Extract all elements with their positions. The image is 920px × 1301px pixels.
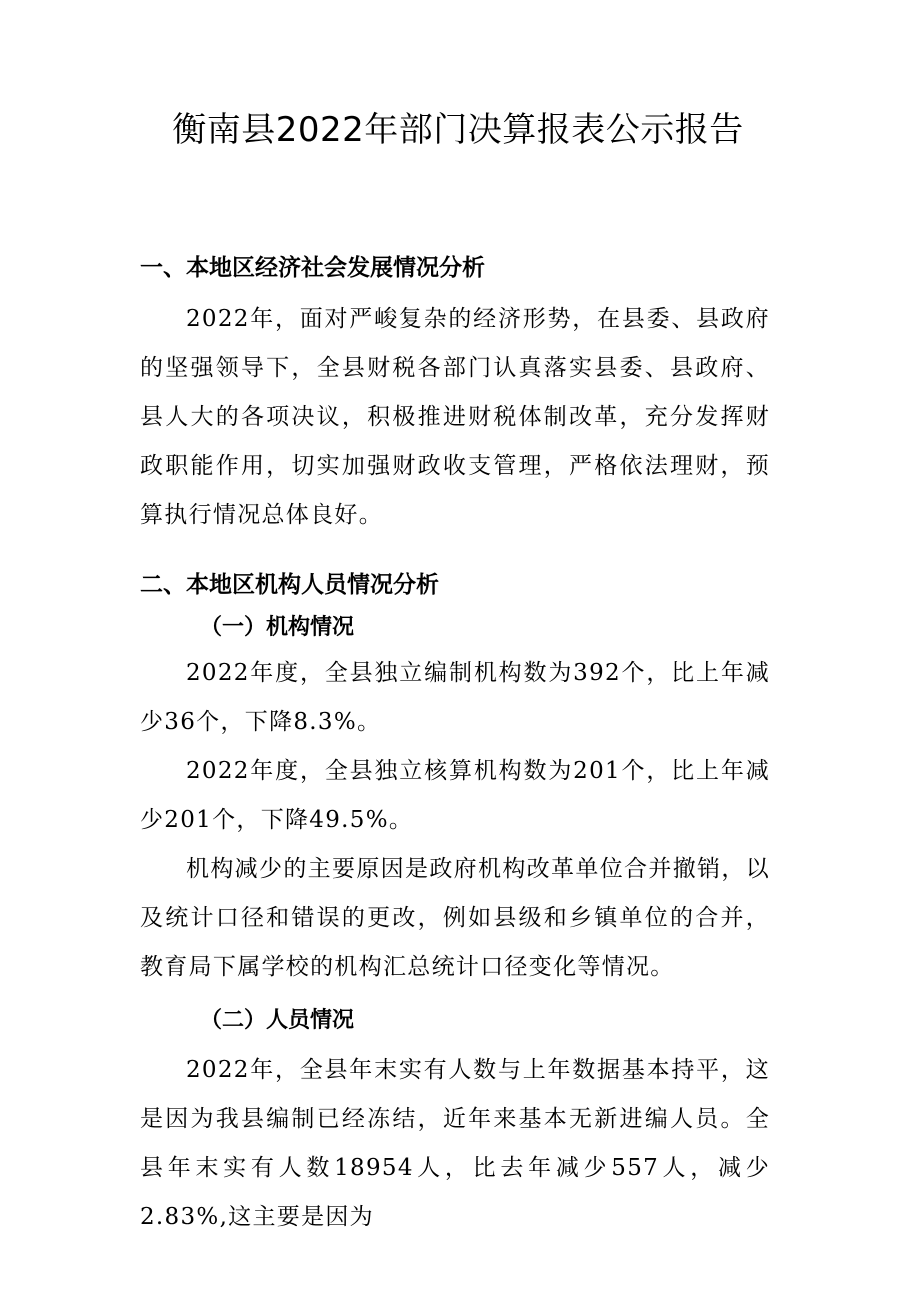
subsection-1-heading: （一）机构情况 bbox=[200, 615, 355, 640]
document-title: 衡南县2022年部门决算报表公示报告 bbox=[172, 110, 744, 150]
section-1-paragraph: 2022年，面对严峻复杂的经济形势，在县委、县政府的坚强领导下，全县财税各部门认真落实县委、县政府、县人大的各项决议，积极推进财税体制改革，充分发挥财政职能作用，切实加强财政收支管理，严格依法理财，预算执行情况总体良好。 bbox=[140, 306, 770, 528]
subsection-1-paragraph-1: 2022年度，全县独立编制机构数为392个，比上年减少36个，下降8.3%。 bbox=[140, 660, 770, 735]
section-2-heading: 二、本地区机构人员情况分析 bbox=[140, 572, 439, 598]
spacer bbox=[140, 154, 770, 246]
subsection-1-paragraph-2: 2022年度，全县独立核算机构数为201个，比上年减少201个，下降49.5%。 bbox=[140, 758, 770, 833]
subsection-1-paragraph-3: 机构减少的主要原因是政府机构改革单位合并撤销，以及统计口径和错误的更改，例如县级和乡镇单位的合并，教育局下属学校的机构汇总统计口径变化等情况。 bbox=[140, 856, 770, 980]
section-1-heading: 一、本地区经济社会发展情况分析 bbox=[140, 255, 485, 281]
subsection-2-heading: （二）人员情况 bbox=[200, 1008, 355, 1033]
subsection-2-paragraph-1: 2022年，全县年末实有人数与上年数据基本持平，这是因为我县编制已经冻结，近年来基本无新进编人员。全县年末实有人数18954人，比去年减少557人，减少2.83%,这主要是因为 bbox=[140, 1057, 770, 1230]
